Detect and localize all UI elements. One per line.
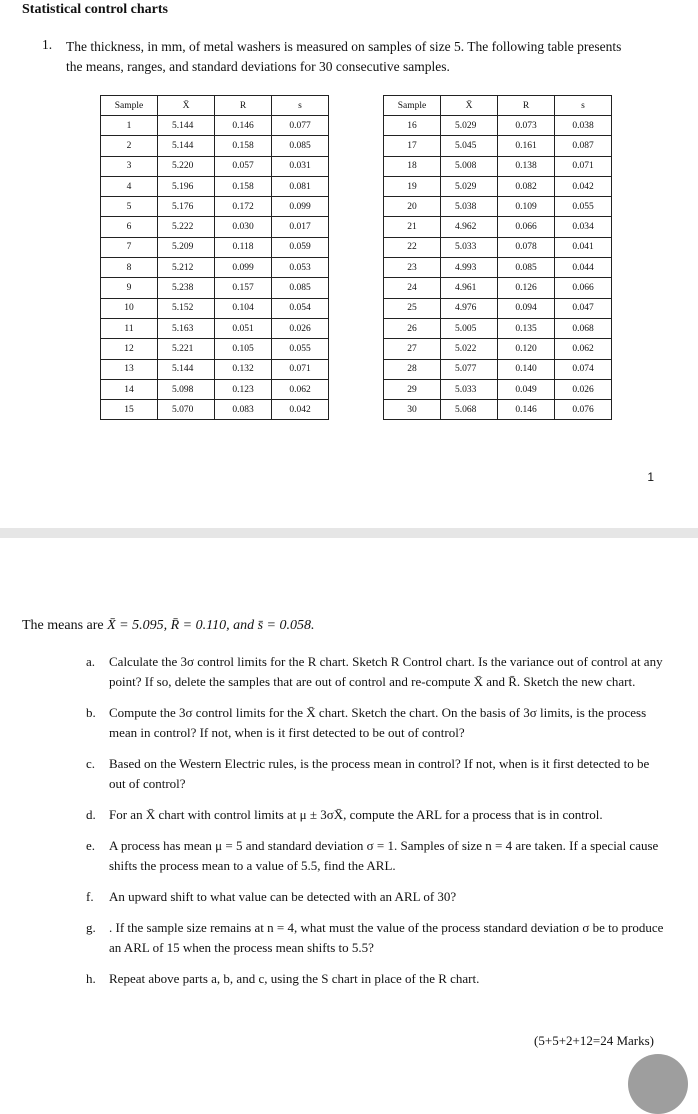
cell-sample: 26 [384, 318, 441, 338]
cell-sample: 4 [101, 176, 158, 196]
samples-table-16-30 [383, 95, 612, 420]
cell-stdev: 0.085 [272, 278, 329, 298]
part-text: Repeat above parts a, b, and c, using the S chart in place of the R chart. [109, 971, 480, 986]
cell-range: 0.126 [498, 278, 555, 298]
means-rbar: R̄ = 0.110, [170, 618, 230, 633]
question-number: 1. [42, 37, 53, 52]
cell-xbar: 4.993 [441, 258, 498, 278]
page-number: 1 [647, 470, 654, 484]
part-label: c. [86, 756, 96, 771]
table-row [384, 136, 612, 156]
part-text: Compute the 3σ control limits for the X̄ chart. Sketch the chart. On the basis of 3σ limits, is the process mean in control? If not, when is it first detected to be out of control? [109, 705, 647, 740]
header-xbar: X̄ [441, 96, 498, 116]
table-row [384, 278, 612, 298]
cell-xbar: 5.098 [158, 379, 215, 399]
part-label: f. [86, 889, 94, 904]
cell-sample: 18 [384, 156, 441, 176]
cell-sample: 19 [384, 176, 441, 196]
part-text: Based on the Western Electric rules, is the process mean in control? If not, when is it first detected to be out of control? [109, 756, 650, 791]
header-stdev: s [272, 96, 329, 116]
cell-sample: 10 [101, 298, 158, 318]
question-part [86, 805, 666, 825]
cell-range: 0.146 [215, 116, 272, 136]
cell-xbar: 5.144 [158, 359, 215, 379]
cell-sample: 1 [101, 116, 158, 136]
cell-range: 0.146 [498, 400, 555, 420]
cell-stdev: 0.087 [555, 136, 612, 156]
cell-stdev: 0.074 [555, 359, 612, 379]
table-row [101, 298, 329, 318]
cell-stdev: 0.042 [272, 400, 329, 420]
cell-sample: 24 [384, 278, 441, 298]
cell-stdev: 0.071 [272, 359, 329, 379]
cell-xbar: 5.196 [158, 176, 215, 196]
cell-xbar: 5.152 [158, 298, 215, 318]
table-row [101, 156, 329, 176]
cell-xbar: 5.220 [158, 156, 215, 176]
part-text: . If the sample size remains at n = 4, what must the value of the process standard deviation σ be to produce an ARL of 15 when the process mean shifts to 5.5? [109, 920, 664, 955]
question-part [86, 703, 666, 743]
question-part [86, 652, 666, 692]
cell-stdev: 0.038 [555, 116, 612, 136]
cell-stdev: 0.026 [555, 379, 612, 399]
cell-sample: 21 [384, 217, 441, 237]
cell-stdev: 0.071 [555, 156, 612, 176]
cell-stdev: 0.055 [555, 197, 612, 217]
cell-sample: 12 [101, 339, 158, 359]
table-row [384, 339, 612, 359]
document-page-2 [0, 538, 698, 1082]
cell-range: 0.082 [498, 176, 555, 196]
cell-sample: 22 [384, 237, 441, 257]
cell-stdev: 0.085 [272, 136, 329, 156]
header-stdev: s [555, 96, 612, 116]
cell-range: 0.123 [215, 379, 272, 399]
cell-range: 0.078 [498, 237, 555, 257]
table-row [384, 400, 612, 420]
cell-stdev: 0.081 [272, 176, 329, 196]
header-sample: Sample [384, 96, 441, 116]
table-row [384, 359, 612, 379]
question-part [86, 836, 666, 876]
cell-stdev: 0.062 [555, 339, 612, 359]
cell-range: 0.083 [215, 400, 272, 420]
document-page-1 [0, 0, 698, 528]
cell-sample: 2 [101, 136, 158, 156]
part-label: e. [86, 838, 96, 853]
cell-xbar: 5.222 [158, 217, 215, 237]
part-label: b. [86, 705, 96, 720]
table-row [101, 258, 329, 278]
cell-stdev: 0.017 [272, 217, 329, 237]
cell-sample: 11 [101, 318, 158, 338]
table-row [384, 156, 612, 176]
cell-stdev: 0.047 [555, 298, 612, 318]
table-row [101, 237, 329, 257]
table-row [384, 116, 612, 136]
cell-xbar: 5.033 [441, 237, 498, 257]
question-part [86, 754, 666, 794]
table-row [101, 400, 329, 420]
question-part [86, 969, 666, 989]
cell-stdev: 0.034 [555, 217, 612, 237]
means-sbar: s̄ = 0.058. [257, 618, 315, 633]
cell-range: 0.120 [498, 339, 555, 359]
cell-stdev: 0.077 [272, 116, 329, 136]
cell-range: 0.161 [498, 136, 555, 156]
means-and: and [233, 618, 255, 633]
part-text: An upward shift to what value can be detected with an ARL of 30? [109, 889, 457, 904]
table-row [101, 176, 329, 196]
cell-xbar: 5.163 [158, 318, 215, 338]
cell-sample: 28 [384, 359, 441, 379]
cell-stdev: 0.059 [272, 237, 329, 257]
question-part [86, 887, 666, 907]
cell-xbar: 5.221 [158, 339, 215, 359]
part-label: h. [86, 971, 96, 986]
cell-range: 0.073 [498, 116, 555, 136]
cell-stdev: 0.041 [555, 237, 612, 257]
cell-stdev: 0.076 [555, 400, 612, 420]
cell-sample: 9 [101, 278, 158, 298]
header-range: R [215, 96, 272, 116]
cell-stdev: 0.054 [272, 298, 329, 318]
cell-xbar: 5.070 [158, 400, 215, 420]
table-row [101, 136, 329, 156]
cell-sample: 27 [384, 339, 441, 359]
table-row [384, 217, 612, 237]
part-label: d. [86, 807, 96, 822]
cell-xbar: 5.029 [441, 116, 498, 136]
cell-xbar: 5.022 [441, 339, 498, 359]
cell-stdev: 0.099 [272, 197, 329, 217]
cell-range: 0.157 [215, 278, 272, 298]
cell-xbar: 5.176 [158, 197, 215, 217]
cell-sample: 3 [101, 156, 158, 176]
cell-xbar: 4.962 [441, 217, 498, 237]
question-part [86, 918, 666, 958]
cell-range: 0.094 [498, 298, 555, 318]
cell-sample: 16 [384, 116, 441, 136]
cell-xbar: 5.209 [158, 237, 215, 257]
cell-xbar: 5.038 [441, 197, 498, 217]
cell-xbar: 5.008 [441, 156, 498, 176]
cell-xbar: 5.077 [441, 359, 498, 379]
cell-range: 0.057 [215, 156, 272, 176]
cell-range: 0.140 [498, 359, 555, 379]
cell-stdev: 0.055 [272, 339, 329, 359]
cell-range: 0.099 [215, 258, 272, 278]
table-row [384, 258, 612, 278]
table-row [101, 278, 329, 298]
cell-range: 0.104 [215, 298, 272, 318]
cell-range: 0.158 [215, 136, 272, 156]
cell-range: 0.030 [215, 217, 272, 237]
cell-sample: 14 [101, 379, 158, 399]
table-row [101, 379, 329, 399]
cell-range: 0.118 [215, 237, 272, 257]
cell-stdev: 0.031 [272, 156, 329, 176]
part-text: Calculate the 3σ control limits for the R chart. Sketch R Control chart. Is the variance out of control at any point? If so, delete the samples that are out of control and re-compute X̄ and R̄. Sketch the new chart. [109, 654, 663, 689]
cell-sample: 13 [101, 359, 158, 379]
table-row [101, 217, 329, 237]
cell-stdev: 0.053 [272, 258, 329, 278]
table-row [101, 359, 329, 379]
header-range: R [498, 96, 555, 116]
cell-xbar: 4.976 [441, 298, 498, 318]
cell-range: 0.135 [498, 318, 555, 338]
cell-range: 0.132 [215, 359, 272, 379]
cell-sample: 8 [101, 258, 158, 278]
cell-sample: 30 [384, 400, 441, 420]
table-row [101, 116, 329, 136]
table-row [101, 318, 329, 338]
table-row [384, 318, 612, 338]
cell-stdev: 0.068 [555, 318, 612, 338]
means-statement [22, 618, 315, 634]
cell-stdev: 0.066 [555, 278, 612, 298]
page-separator [0, 528, 698, 538]
cell-sample: 17 [384, 136, 441, 156]
question-parts-list [86, 652, 666, 1000]
cell-stdev: 0.042 [555, 176, 612, 196]
cell-range: 0.049 [498, 379, 555, 399]
question-text: The thickness, in mm, of metal washers is measured on samples of size 5. The following table presents the means, ranges, and standard deviations for 30 consecutive samples. [66, 39, 622, 74]
part-text: A process has mean μ = 5 and standard deviation σ = 1. Samples of size n = 4 are taken. If a special cause shifts the process mean to a value of 5.5, find the ARL. [109, 838, 659, 873]
table-header-row [101, 96, 329, 116]
cell-range: 0.051 [215, 318, 272, 338]
cell-sample: 5 [101, 197, 158, 217]
cell-sample: 23 [384, 258, 441, 278]
cell-xbar: 4.961 [441, 278, 498, 298]
cell-xbar: 5.029 [441, 176, 498, 196]
cell-sample: 6 [101, 217, 158, 237]
table-header-row [384, 96, 612, 116]
cell-range: 0.066 [498, 217, 555, 237]
cell-xbar: 5.144 [158, 116, 215, 136]
cell-range: 0.105 [215, 339, 272, 359]
marks-allocation: (5+5+2+12=24 Marks) [534, 1033, 654, 1048]
cell-stdev: 0.026 [272, 318, 329, 338]
table-row [101, 339, 329, 359]
part-label: g. [86, 920, 96, 935]
table-row [384, 298, 612, 318]
table-row [384, 176, 612, 196]
cell-sample: 29 [384, 379, 441, 399]
part-label: a. [86, 654, 96, 669]
table-row [384, 237, 612, 257]
table-row [384, 197, 612, 217]
cell-sample: 25 [384, 298, 441, 318]
cell-xbar: 5.238 [158, 278, 215, 298]
cell-range: 0.158 [215, 176, 272, 196]
means-intro: The means are [22, 618, 104, 633]
cell-xbar: 5.068 [441, 400, 498, 420]
samples-table-1-15 [100, 95, 329, 420]
cell-xbar: 5.005 [441, 318, 498, 338]
cell-stdev: 0.044 [555, 258, 612, 278]
cell-xbar: 5.033 [441, 379, 498, 399]
header-xbar: X̄ [158, 96, 215, 116]
cell-range: 0.172 [215, 197, 272, 217]
avatar[interactable] [628, 1054, 688, 1114]
cell-sample: 15 [101, 400, 158, 420]
cell-range: 0.138 [498, 156, 555, 176]
cell-range: 0.109 [498, 197, 555, 217]
section-heading: Statistical control charts [22, 2, 168, 17]
part-text: For an X̄ chart with control limits at μ ± 3σX̄, compute the ARL for a process that is in control. [109, 807, 603, 822]
means-xbar: X̄ = 5.095, [107, 618, 168, 633]
cell-xbar: 5.045 [441, 136, 498, 156]
table-row [101, 197, 329, 217]
cell-sample: 20 [384, 197, 441, 217]
cell-stdev: 0.062 [272, 379, 329, 399]
cell-xbar: 5.144 [158, 136, 215, 156]
cell-sample: 7 [101, 237, 158, 257]
header-sample: Sample [101, 96, 158, 116]
cell-xbar: 5.212 [158, 258, 215, 278]
cell-range: 0.085 [498, 258, 555, 278]
table-row [384, 379, 612, 399]
